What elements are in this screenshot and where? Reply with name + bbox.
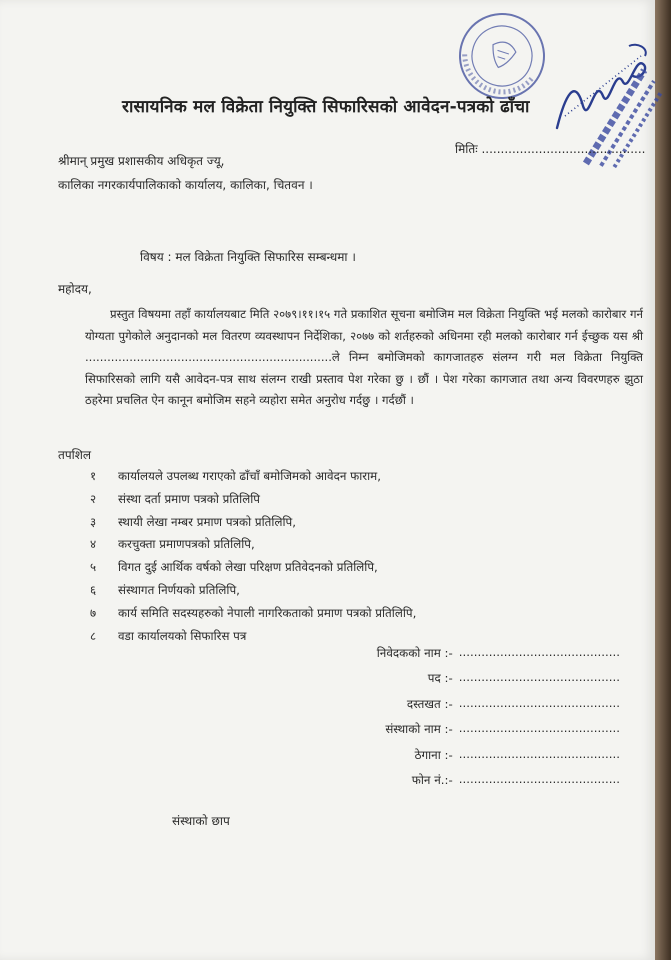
address-field [340, 747, 620, 772]
list-item-number: ३ [90, 514, 97, 529]
field-label: फोन नं.:- [411, 772, 453, 787]
signature-field [340, 696, 620, 721]
list-item-text: स्थायी लेखा नम्बर प्रमाण पत्रको प्रतिलिपि, [118, 514, 296, 529]
list-item [90, 582, 416, 605]
attachments-list [90, 468, 416, 650]
list-item-text: करचुक्ता प्रमाणपत्रको प्रतिलिपि, [118, 537, 255, 552]
officer-rubber-stamp [580, 60, 671, 190]
list-item [90, 491, 416, 514]
list-item-number: ४ [90, 537, 97, 552]
applicant-name-field [340, 645, 620, 670]
field-label: निवेदकको नाम :- [376, 646, 453, 660]
list-item-text: संस्थागत निर्णयको प्रतिलिपि, [118, 582, 240, 597]
field-label: संस्थाको नाम :- [385, 722, 453, 737]
list-item [90, 514, 416, 537]
organization-stamp-label: संस्थाको छाप [172, 814, 230, 828]
applicant-fields [340, 645, 620, 797]
organization-name-field [340, 721, 620, 746]
list-item-number: ६ [90, 582, 97, 597]
office-seal [452, 6, 552, 106]
field-label: ठेगाना :- [414, 747, 453, 762]
body-paragraph: प्रस्तुत विषयमा तहाँ कार्यालयबाट मिति २०७९।११।१५ गते प्रकाशित सूचना बमोजिम मल विक्रेता नियुक्ति भई मलको कारोबार गर्न योग्यता पुगेकोले अनुदानको मल वितरण व्यवस्थापन निर्देशिका, २०७७ को शर्तहरुको अधिनमा रही मलको कारोबार गर्न ईच्छुक यस श्री ...................................................................ले निम्न बमोजिमको कागजातहरु संलग्न गरी मल विक्रेता नियुक्ति सिफारिसको लागि यसै आवेदन-पत्र साथ संलग्न राखी प्रस्ताव पेश गरेका छु । छौं । पेश गरेका कागजात तथा अन्य विवरणहरु झुठा ठहरेमा प्रचलित ऐन कानून बमोजिम सहने व्यहोरा समेत अनुरोध गर्दछु । गर्दछौं । [85, 307, 643, 407]
list-item [90, 605, 416, 628]
field-blank: ........................................... [458, 721, 620, 736]
field-blank: ........................................... [458, 746, 620, 761]
subject-line: विषय : मल विक्रेता नियुक्ति सिफारिस सम्बन्धमा । [140, 250, 356, 264]
list-item-number: २ [90, 491, 97, 506]
salutation: महोदय, [58, 282, 92, 296]
date-field: मितिः ........................................... [455, 142, 646, 156]
position-field [340, 670, 620, 695]
list-item [90, 559, 416, 582]
list-item-text: कार्य समिति सदस्यहरुको नेपाली नागरिकताको प्रमाण पत्रको प्रतिलिपि, [118, 605, 417, 620]
list-item-text: कार्यालयले उपलब्ध गराएको ढाँचाँ बमोजिमको आवेदन फाराम, [118, 469, 381, 483]
field-blank: ........................................... [458, 645, 620, 659]
field-blank: ........................................... [458, 771, 620, 786]
list-item-number: १ [90, 469, 97, 483]
list-item [90, 468, 416, 491]
list-item-number: ७ [90, 605, 97, 620]
list-item-number: ५ [90, 560, 97, 575]
list-item-text: वडा कार्यालयको सिफारिस पत्र [118, 628, 247, 643]
addressee-line-1: श्रीमान् प्रमुख प्रशासकीय अधिकृत ज्यू, [58, 154, 225, 168]
attachments-heading: तपशिल [58, 448, 92, 462]
list-item-text: संस्था दर्ता प्रमाण पत्रको प्रतिलिपि [118, 491, 260, 506]
list-item-text: विगत दुई आर्थिक वर्षको लेखा परिक्षण प्रतिवेदनको प्रतिलिपि, [118, 560, 378, 575]
field-blank: ........................................... [458, 695, 620, 710]
list-item-number: ८ [90, 628, 97, 643]
field-label: दस्तखत :- [406, 696, 453, 711]
addressee-line-2: कालिका नगरकार्यपालिकाको कार्यालय, कालिका, चितवन । [58, 178, 313, 192]
field-blank: ........................................... [458, 670, 620, 685]
field-label: पद :- [427, 671, 453, 686]
document-title: रासायनिक मल विक्रेता नियुक्ति सिफारिसको आवेदन-पत्रको ढाँचा [122, 97, 530, 117]
phone-field [340, 772, 620, 797]
list-item [90, 536, 416, 559]
